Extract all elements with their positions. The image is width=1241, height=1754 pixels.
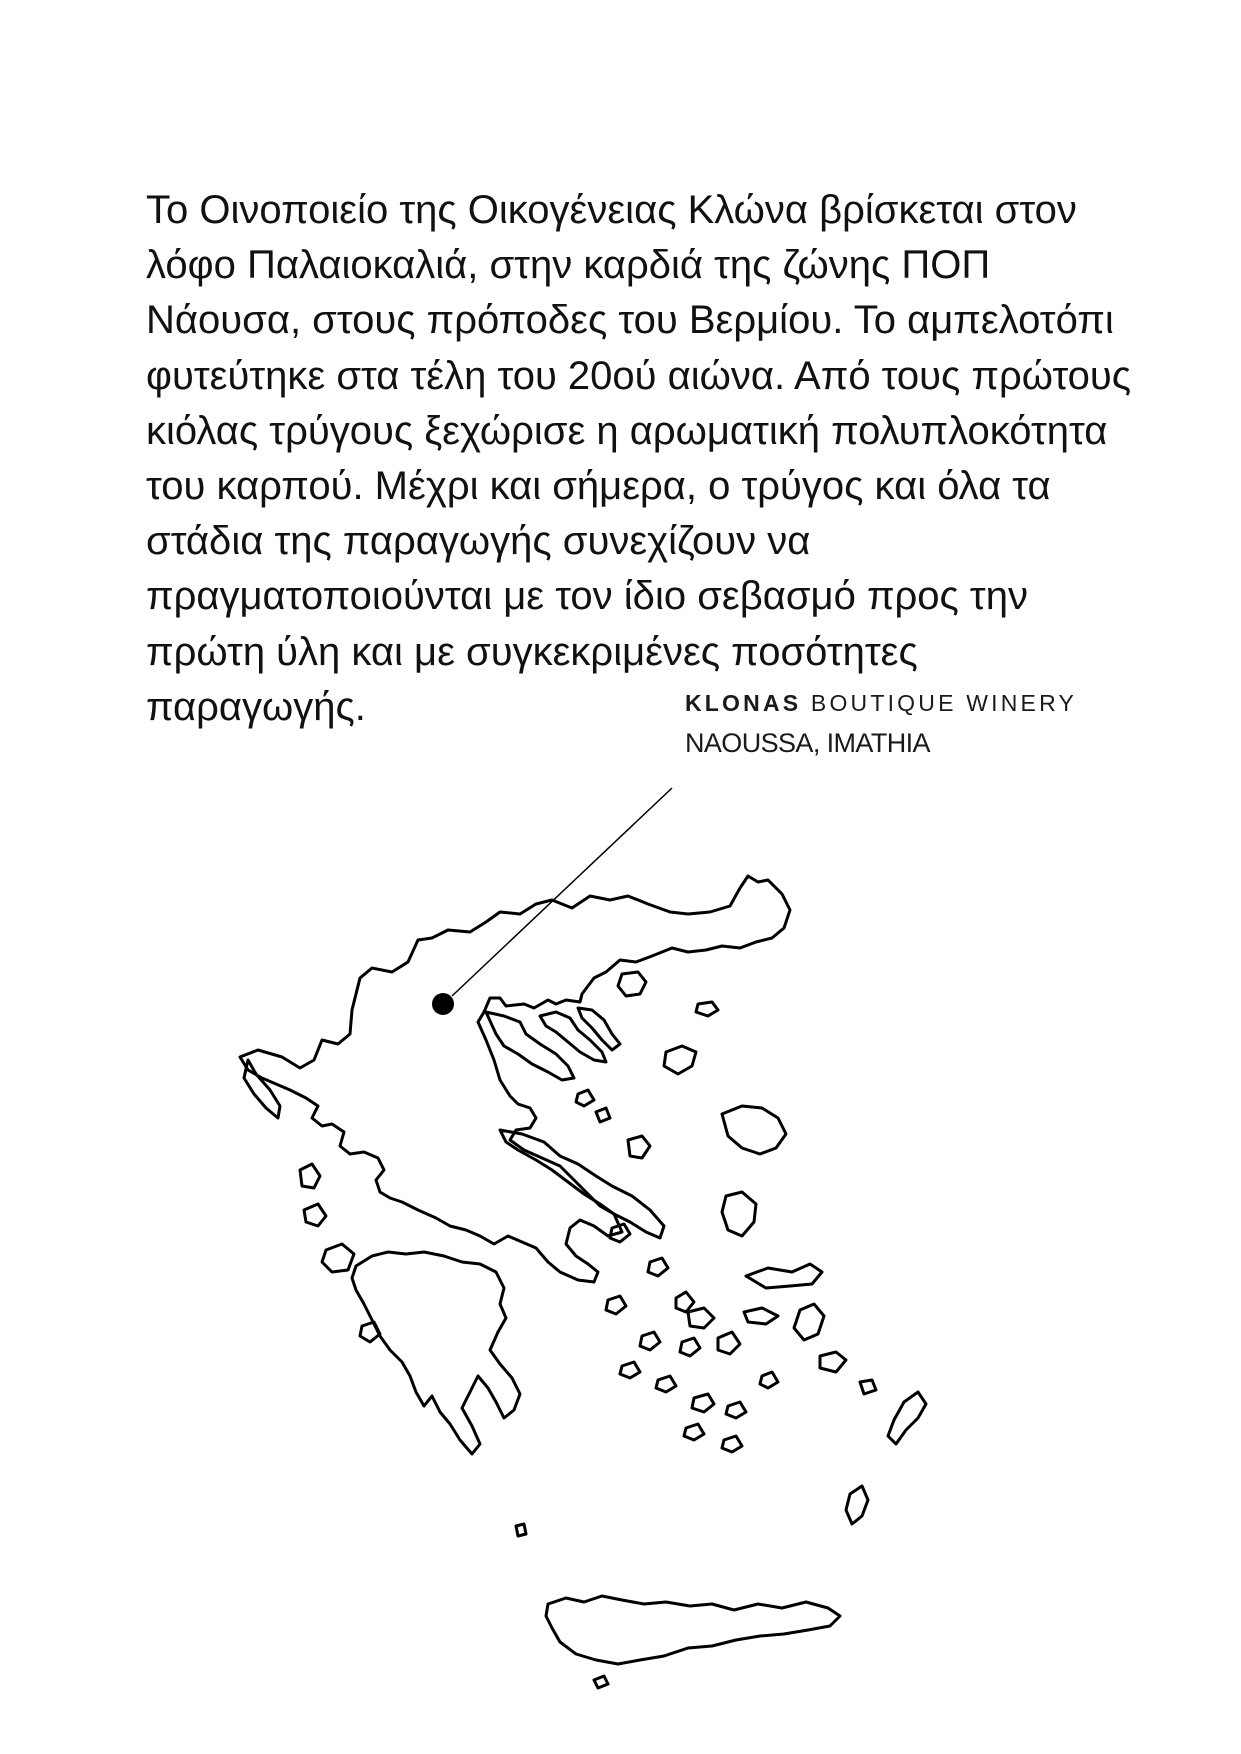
winery-location: NAOUSSA, IMATHIA: [685, 728, 930, 758]
location-marker: [432, 993, 454, 1015]
coastline-outline: [240, 876, 926, 1688]
brand-suffix: BOUTIQUE WINERY: [810, 690, 1078, 716]
brand-name: KLONAS: [685, 690, 802, 716]
location-pointer-line: [452, 788, 672, 996]
winery-description: Το Οινοποιείο της Οικογένειας Κλώνα βρίσκεται στον λόφο Παλαιοκαλιά, στην καρδιά της ζώνης ΠΟΠ Νάουσα, στους πρόποδες του Βερμίου. Το αμπελοτόπι φυτεύτηκε στα τέλη του 20ού αιώνα. Από τους πρώτους κιόλας τρύγους ξεχώρισε η αρωματική πολυπλοκότητα του καρπού. Μέχρι και σήμερα, ο τρύγος και όλα τα στάδια της παραγωγής συνεχίζουν να πραγματοποιούνται με τον ίδιο σεβασμό προς την πρώτη ύλη και με συγκεκριμένες ποσότητες παραγωγής.: [146, 188, 1132, 729]
